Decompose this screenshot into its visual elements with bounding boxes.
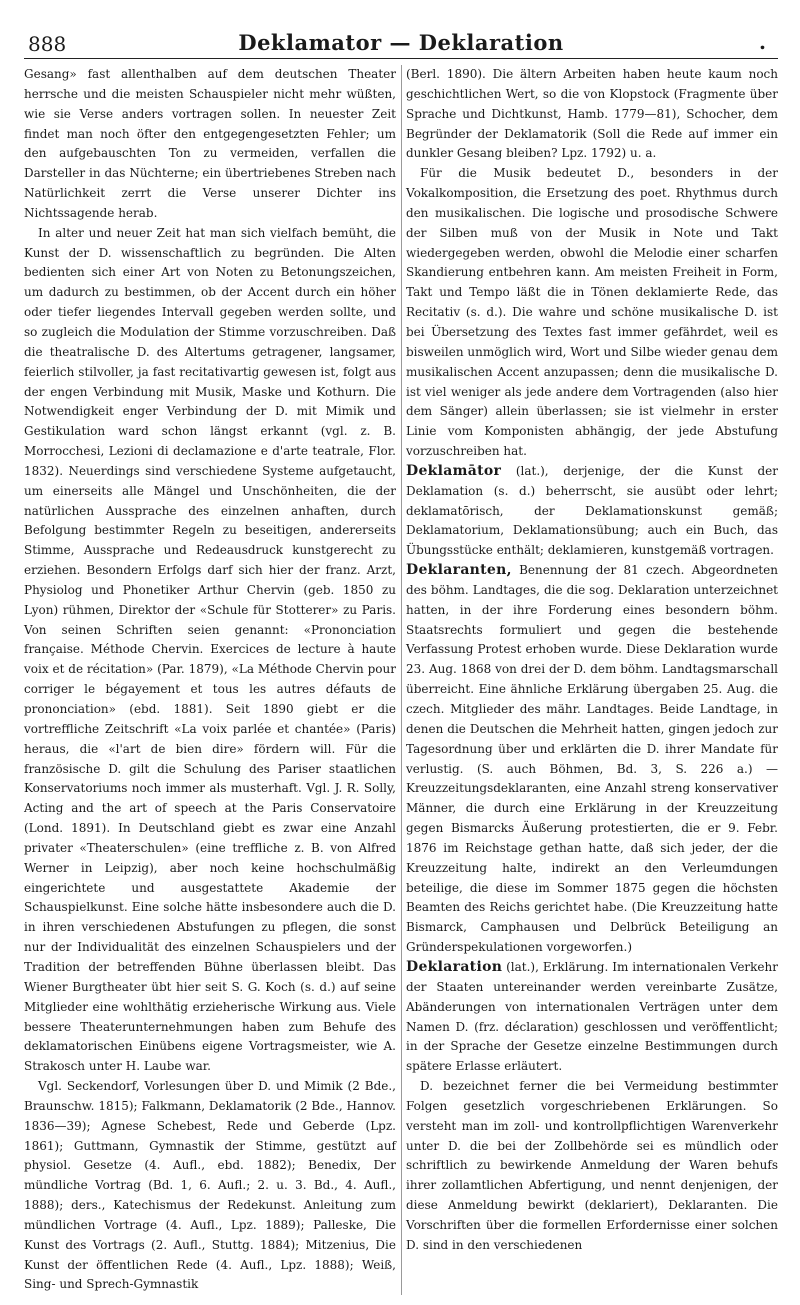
right-paragraph-2: Für die Musik bedeutet D., besonders in der Vokalkomposition, die Ersetzung des poet. Rhythmus durch den musikalischen. Die logische und prosodische Schwere der Silben muß von der Musik in Note und Takt wiedergegeben werden, obwohl die Melodie einer scharfen Skandierung entbehren kann. Am meisten Freiheit in Form, Takt und Tempo läßt die in Tönen deklamierte Rede, das Recitativ (s. d.). Die wahre und schöne musikalische D. ist bei Übersetzung des Textes fast immer gefährdet, weil es bisweilen unmöglich wird, Wort und Silbe wieder genau dem musikalischen Accent anzupassen; denn die musikalische D. ist viel weniger als jede andere dem Vortragenden (also hier dem Sänger) allein überlassen; sie ist vielmehr in erster Linie vom Komponisten abhängig, der jede Abstufung vorzuschreiben hat. <box>406 166 778 459</box>
page-number: 888 <box>28 32 67 56</box>
two-column-body <box>24 65 778 1295</box>
entry-headword: Deklamātor <box>406 462 502 479</box>
entry-deklamator <box>406 462 778 561</box>
page-header <box>24 30 778 59</box>
entry-text: (lat.), derjenige, der die Kunst der Deklamation (s. d.) beherrscht, sie ausübt oder lehrt; deklamatōrisch, der Deklamationskunst gemäß; Deklamatorium, Deklamationsübung; auch ein Buch, das Übungsstücke enthält; deklamieren, kunstgemäß vortragen. <box>406 463 778 558</box>
entry-deklaranten <box>406 561 778 958</box>
left-column <box>24 65 396 1295</box>
left-paragraph-bibliography: Vgl. Seckendorf, Vorlesungen über D. und Mimik (2 Bde., Braunschw. 1815); Falkmann, Deklamatorik (2 Bde., Hannov. 1836—39); Agnese Schebest, Rede und Geberde (Lpz. 1861); Guttmann, Gymnastik der Stimme, gestützt auf physiol. Gesetze (4. Aufl., ebd. 1882); Benedix, Der mündliche Vortrag (Bd. 1, 6. Aufl.; 2. u. 3. Bd., 4. Aufl., 1888); ders., Katechismus der Redekunst. Anleitung zum mündlichen Vortrage (4. Aufl., Lpz. 1889); Palleske, Die Kunst des Vortrags (2. Aufl., Stuttg. 1884); Mitzenius, Die Kunst der öffentlichen Rede (4. Aufl., Lpz. 1888); Weiß, Sing- und Sprech-Gymnastik <box>24 1079 396 1292</box>
entry-text: Benennung der 81 czech. Abgeordneten des böhm. Landtages, die die sog. Deklaration unterzeichnet hatten, in der ihre Forderung eines besondern böhm. Staatsrechts formuliert und gegen die bestehende Verfassung Protest erhoben wurde. Diese Deklaration wurde 23. Aug. 1868 von drei der D. dem böhm. Landtagsmarschall überreicht. Eine ähnliche Erklärung übergaben 25. Aug. die czech. Mitglieder des mähr. Landtages. Beide Landtage, in denen die Deutschen die Mehrheit hatten, gingen jedoch zur Tagesordnung über und erklärten die D. ihrer Mandate für verlustig. (S. auch Böhmen, Bd. 3, S. 226 a.) — Kreuzzeitungsdeklaranten, eine Anzahl streng konservativer Männer, die durch eine Erklärung in der Kreuzzeitung gegen Bismarcks Äußerung protestierten, die er 9. Febr. 1876 im Reichstage gethan hatte, daß sich jeder, der die Kreuzzeitung halte, indirekt an den Verleumdungen beteilige, die diese im Sommer 1875 gegen die höchsten Beamten des Reichs gerichtet habe. (Die Kreuzzeitung hatte Bismarck, Camphausen und Delbrück Beteiligung an Gründerspekulationen vorgeworfen.) <box>406 563 778 955</box>
entry-text: (lat.), Erklärung. Im internationalen Verkehr der Staaten untereinander werden vereinbarte Zusätze, Abänderungen von internationalen Verträgen unter dem Namen D. (frz. déclaration) geschlossen und veröffentlicht; in der Sprache der Gesetze einzelne Bestimmungen durch spätere Erlasse erläutert. <box>406 959 778 1074</box>
header-mark: . <box>759 30 766 54</box>
entry-headword: Deklaranten, <box>406 562 512 579</box>
left-paragraph-1: Gesang» fast allenthalben auf dem deutschen Theater herrsche und die meisten Schauspieler nicht mehr wüßten, wie sie Verse anders vortragen sollen. In neuester Zeit findet man noch öfter den entgegengesetzten Fehler; um den aufgebauschten Ton zu vermeiden, verfallen die Darsteller in das Nüchterne; ein übertriebenes Streben nach Natürlichkeit zerrt die Verse unserer Dichter ins Nichtssagende herab. <box>24 67 396 220</box>
right-paragraph-1: (Berl. 1890). Die ältern Arbeiten haben heute kaum noch geschichtlichen Wert, so die von Klopstock (Fragmente über Sprache und Dichtkunst, Hamb. 1779—81), Schocher, dem Begründer der Deklamatorik (Soll die Rede auf immer ein dunkler Gesang bleiben? Lpz. 1792) u. a. <box>406 67 778 161</box>
entry-deklaration <box>406 958 778 1077</box>
entry-headword: Deklaration <box>406 958 503 975</box>
left-paragraph-2: In alter und neuer Zeit hat man sich vielfach bemüht, die Kunst der D. wissenschaftlich zu begründen. Die Alten bedienten sich einer Art von Noten zu Betonungszeichen, um dadurch zu bestimmen, ob der Accent durch ein höher oder tiefer liegendes Intervall gegeben werden sollte, und so zugleich die Modulation der Stimme vorzuschreiben. Daß die theatralische D. des Altertums getragener, langsamer, feierlich stilvoller, ja fast recitativartig gewesen ist, folgt aus der engen Verbindung mit Musik, Maske und Kothurn. Die Notwendigkeit enger Verbindung der D. mit Mimik und Gestikulation ward schon längst erkannt (vgl. z. B. Morrocchesi, Lezioni di declamazione e d'arte teatrale, Flor. 1832). Neuerdings sind verschiedene Systeme aufgetaucht, um einerseits alle Mängel und Unschönheiten, die der natürlichen Aussprache des einzelnen anhaften, durch Befolgung bestimmter Regeln zu beseitigen, andererseits Stimme, Aussprache und Redeausdruck kunstgerecht zu erziehen. Besondern Erfolgs darf sich hier der franz. Arzt, Physiolog und Phonetiker Arthur Chervin (geb. 1850 zu Lyon) rühmen, Direktor der «Schule für Stotterer» zu Paris. Von seinen Schriften seien genannt: «Prononciation française. Méthode Chervin. Exercices de lecture à haute voix et de récitation» (Par. 1879), «La Méthode Chervin pour corriger le bégayement et tous les autres défauts de prononciation» (ebd. 1881). Seit 1890 giebt er die vortreffliche Zeitschrift «La voix parlée et chantée» (Paris) heraus, die «l'art de bien dire» fördern will. Für die französische D. gilt die Schulung des Pariser staatlichen Konservatoriums noch immer als musterhaft. Vgl. J. R. Solly, Acting and the art of speech at the Paris Conservatoire (Lond. 1891). In Deutschland giebt es zwar eine Anzahl privater «Theaterschulen» (eine treffliche z. B. von Alfred Werner in Leipzig), aber noch keine hochschulmäßig eingerichtete und ausgestattete Akademie der Schauspielkunst. Eine solche hätte insbesondere auch die D. in ihren verschiedenen Abstufungen zu pflegen, die sonst nur der Individualität des einzelnen Schauspielers und der Tradition der betreffenden Bühne überlassen bleibt. Das Wiener Burgtheater übt hier seit S. G. Koch (s. d.) auf seine Mitglieder eine wohlthätig erzieherische Wirkung aus. Viele bessere Theaterunternehmungen haben zum Behufe des deklamatorischen Einübens eigene Vortragsmeister, wie A. Strakosch unter H. Laube war. <box>24 225 396 1074</box>
right-paragraph-3: D. bezeichnet ferner die bei Vermeidung bestimmter Folgen gesetzlich vorgeschriebenen Erklärungen. So versteht man im zoll- und kontrollpflichtigen Warenverkehr unter D. die bei der Zollbehörde sei es mündlich oder schriftlich zu bewirkende Anmeldung der Waren behufs ihrer zollamtlichen Abfertigung, und nennt denjenigen, der diese Anmeldung bewirkt (deklariert), Deklaranten. Die Vorschriften über die formellen Erfordernisse einer solchen D. sind in den verschiedenen <box>406 1079 778 1252</box>
column-divider <box>401 65 402 1295</box>
right-column <box>406 65 778 1295</box>
running-title: Deklamator — Deklaration <box>238 30 564 55</box>
